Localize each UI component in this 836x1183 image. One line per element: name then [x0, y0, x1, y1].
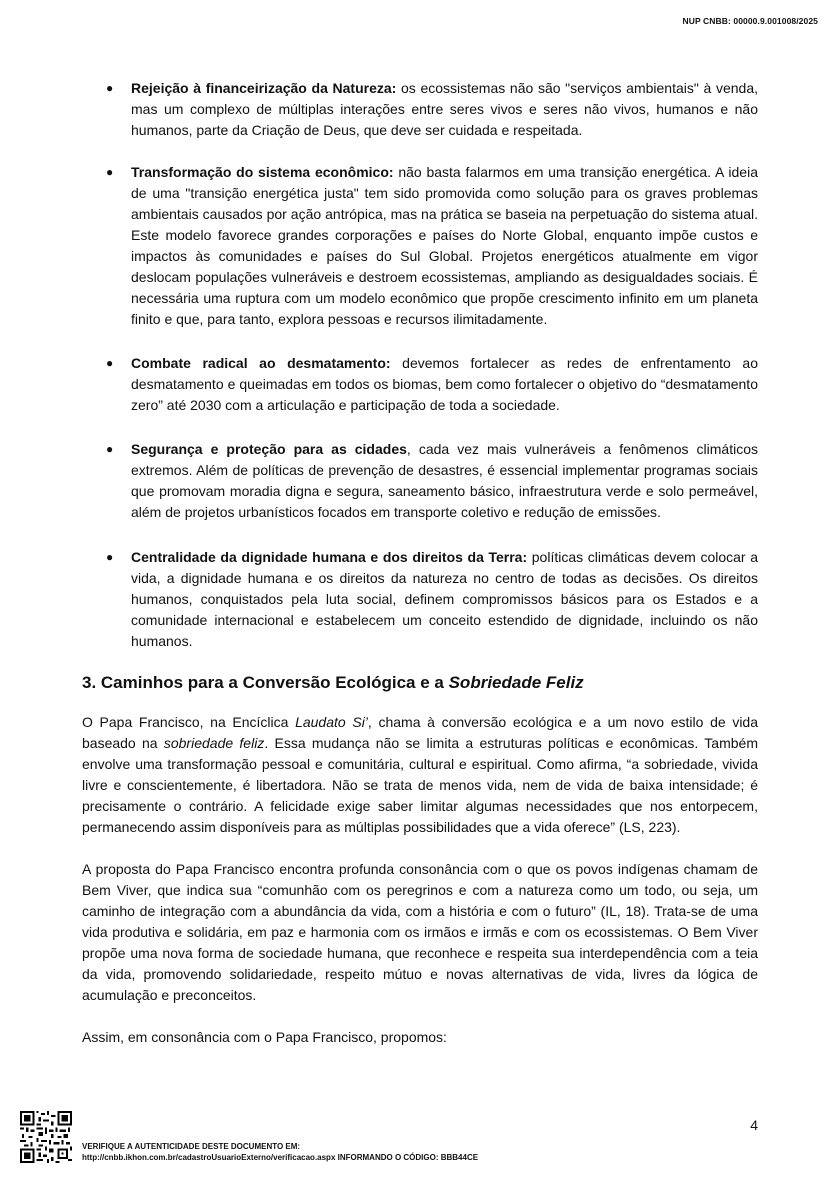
- nup-header: NUP CNBB: 00000.9.001008/2025: [682, 16, 818, 26]
- page-content: [82, 78, 758, 1069]
- bullet-text: os ecossistemas não são "serviços ambientais" à venda, mas um complexo de múltiplas interações entre seres vivos e seres não vivos, humanos e não humanos, parte da Criação de Deus, que deve ser cuidada e respeitada.: [131, 80, 758, 138]
- paragraph-italic: Laudato Si’: [295, 714, 368, 730]
- paragraph: [82, 712, 758, 838]
- bullet-item: [82, 439, 758, 523]
- bullet-title: Centralidade da dignidade humana e dos direitos da Terra:: [131, 549, 528, 565]
- bullet-dot: ●: [106, 442, 114, 456]
- section-heading: [82, 672, 758, 694]
- paragraph-text: , chama à conversão ecológica e a um novo estilo de vida baseado na: [82, 714, 758, 751]
- verification-link[interactable]: http://cnbb.ikhon.com.br/cadastroUsuarioExterno/verificacao.aspx INFORMANDO O CÓDIGO: BBB44CE: [82, 1153, 479, 1162]
- bullet-title: Rejeição à financeirização da Natureza:: [131, 80, 397, 96]
- page-number: 4: [750, 1117, 758, 1133]
- bullet-item: [82, 547, 758, 652]
- bullet-title: Transformação do sistema econômico:: [131, 164, 394, 180]
- bullet-dot: ●: [106, 550, 114, 564]
- bullet-dot: ●: [106, 165, 114, 179]
- bullet-dot: ●: [106, 356, 114, 370]
- section-title-italic: Sobriedade Feliz: [448, 673, 584, 692]
- bullet-text: , cada vez mais vulneráveis a fenômenos climáticos extremos. Além de políticas de prevenção de desastres, é essencial implementar programas sociais que promovam moradia digna e segura, saneamento básico, infraestrutura verde e solo permeável, além de projetos urbanísticos focados em transporte coletivo e redução de emissões.: [131, 441, 758, 520]
- paragraph: A proposta do Papa Francisco encontra profunda consonância com o que os povos indígenas chamam de Bem Viver, que indica sua “comunhão com os peregrinos e com a natureza como um todo, ou seja, um caminho de integração com a abundância da vida, com a história e com o futuro” (IL, 18). Trata-se de uma vida produtiva e solidária, em paz e harmonia com os irmãos e irmãs e com os ecossistemas. O Bem Viver propõe uma nova forma de sociedade humana, que reconhece e respeita sua interdependência com a teia da vida, promovendo solidariedade, respeito mútuo e novas alternativas de vida, livres da lógica de acumulação e preconceitos.: [82, 861, 758, 1003]
- bullet-item: [82, 353, 758, 416]
- verification-footer: [82, 1141, 478, 1163]
- bullet-item: [82, 78, 758, 141]
- bullet-text: não basta falarmos em uma transição energética. A ideia de uma "transição energética justa" tem sido promovida como solução para os graves problemas ambientais causados por ação antrópica, mas na prática se baseia na perpetuação do sistema atual. Este modelo favorece grandes corporações e países do Norte Global, enquanto impõe custos e impactos às comunidades e países do Sul Global. Projetos energéticos atualmente em vigor deslocam populações vulneráveis e destroem ecossistemas, ampliando as desigualdades sociais. É necessária uma ruptura com um modelo econômico que propõe crescimento infinito em um planeta finito e que, para tanto, explora pessoas e recursos ilimitadamente.: [131, 164, 758, 327]
- paragraph-text: . Essa mudança não se limita a estruturas políticas e econômicas. Também envolve uma transformação pessoal e comunitária, cultural e espiritual. Como afirma, “a sobriedade, vivida livre e conscientemente, é libertadora. Não se trata de menos vida, nem de vida de baixa intensidade; é precisamente o contrário. A felicidade exige saber limitar algumas necessidades que nos entorpecem, permanecendo assim disponíveis para as múltiplas possibilidades que a vida oferece” (LS, 223).: [82, 735, 758, 835]
- section-title: 3. Caminhos para a Conversão Ecológica e a: [82, 673, 449, 692]
- paragraph-italic: sobriedade feliz: [163, 735, 265, 751]
- bullet-text: políticas climáticas devem colocar a vida, a dignidade humana e os direitos da natureza no centro de todas as decisões. Os direitos humanos, conquistados pela luta social, definem compromissos básicos para os Estados e a comunidade internacional e estabelecem um conceito estendido de dignidade, incluindo os não humanos.: [131, 549, 759, 649]
- paragraph: Assim, em consonância com o Papa Francisco, propomos:: [82, 1029, 447, 1045]
- bullet-dot: ●: [106, 81, 114, 95]
- bullet-item: [82, 162, 758, 330]
- verification-label: VERIFIQUE A AUTENTICIDADE DESTE DOCUMENTO EM:: [82, 1142, 301, 1151]
- qr-code-icon: [20, 1111, 72, 1163]
- bullet-title: Combate radical ao desmatamento:: [131, 355, 391, 371]
- paragraph-text: O Papa Francisco, na Encíclica: [82, 714, 296, 730]
- bullet-title: Segurança e proteção para as cidades: [131, 441, 407, 457]
- bullet-text: devemos fortalecer as redes de enfrentamento ao desmatamento e queimadas em todos os biomas, bem como fortalecer o objetivo do “desmatamento zero” até 2030 com a articulação e participação de toda a sociedade.: [131, 355, 758, 413]
